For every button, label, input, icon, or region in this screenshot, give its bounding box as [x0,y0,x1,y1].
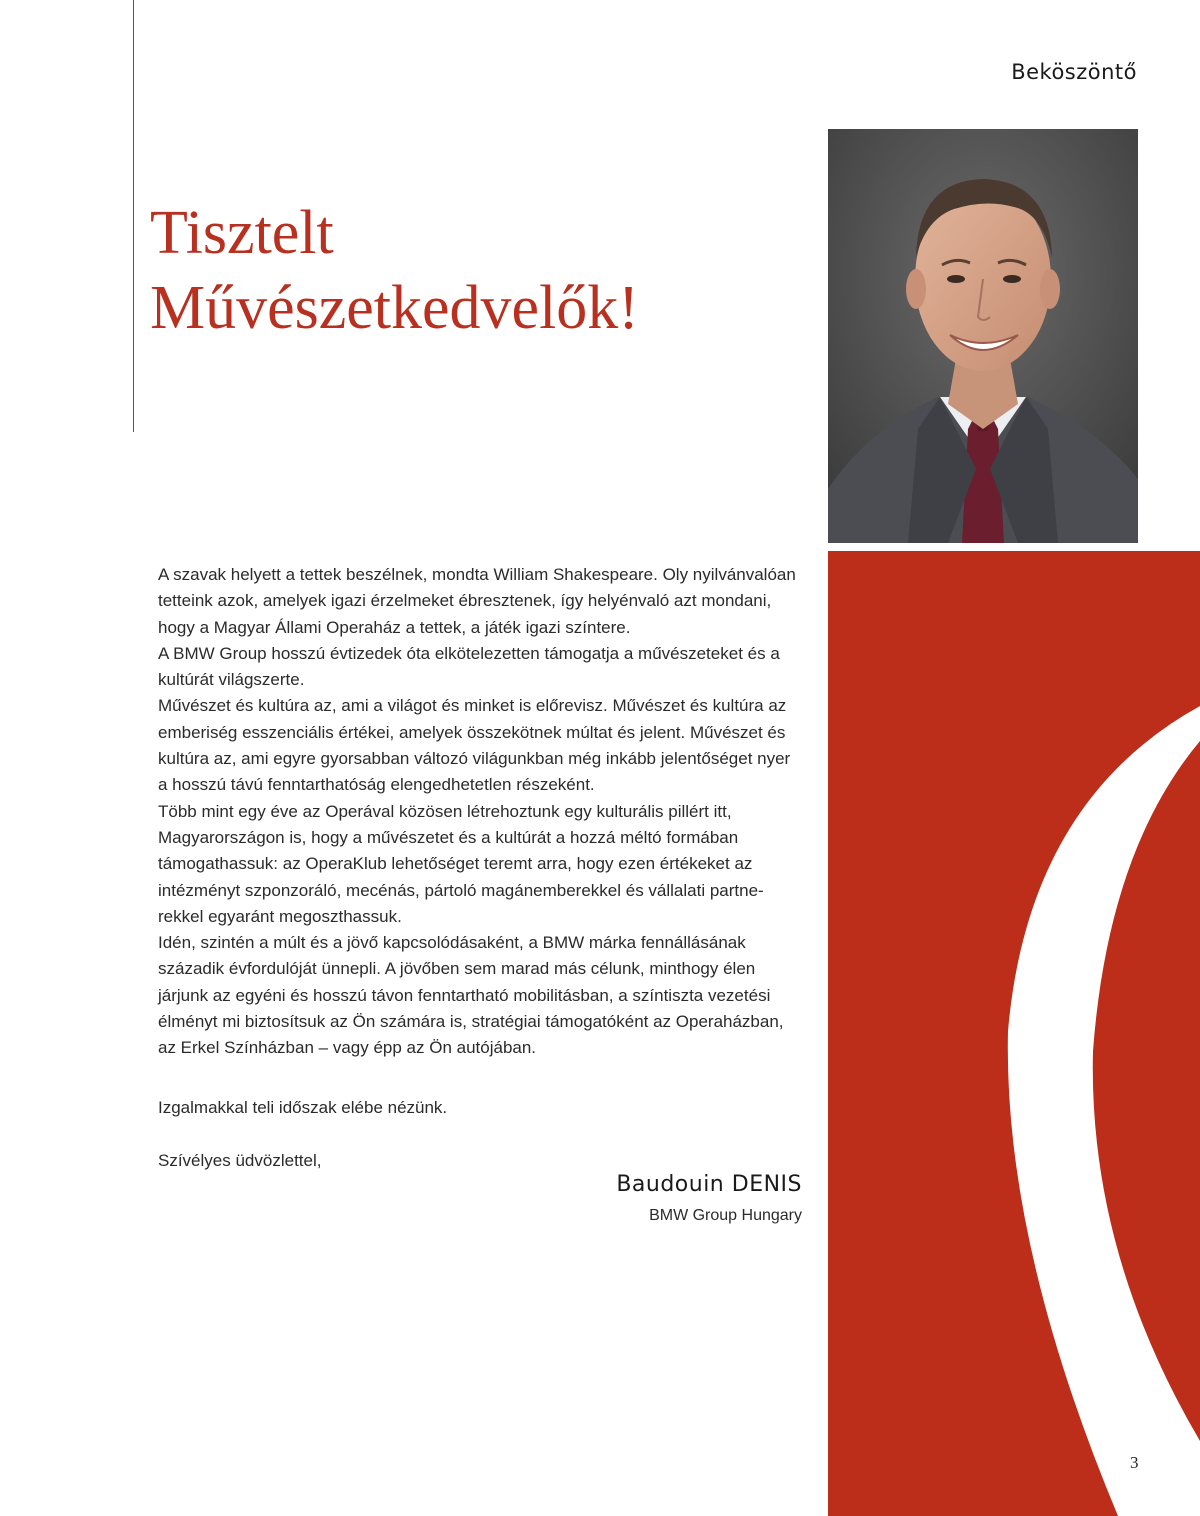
vertical-rule [133,0,134,432]
page-title-line-2: Művészetkedvelők! [150,274,639,342]
letter-paragraph-5: Idén, szintén a múlt és a jövő kapcsolódásaként, a BMW márka fennállásának századik évfordulóját ünnepli. A jövőben sem marad más célunk, minthogy élen járjunk az egyéni és hosszú távon fenntartható mobilitásban, a színtiszta vezetési élményt mi biztosítsuk az Ön számára is, stratégiai támogatóként az Operaházban, az Erkel Színházban – vagy épp az Ön autójában. [158,933,784,1058]
page-number: 3 [1130,1453,1139,1472]
page-title [150,196,639,346]
section-label: Beköszöntő [1011,60,1137,84]
signature-company: BMW Group Hungary [649,1207,802,1224]
letter-paragraph-4: Több mint egy éve az Operával közösen létrehoztunk egy kulturális pillért itt, Magyarországon is, hogy a művészetet és a kultúrát a hozzá méltó formában támogathassuk: az OperaKlub lehetőséget teremt arra, hogy ezen értékeket az intézményt szponzoráló, mecénás, pártoló magánemberekkel és vállalati partnerekkel egyaránt megoszthassuk. [158,801,764,926]
portrait-photo [828,129,1138,543]
letter-paragraph-1: A szavak helyett a tettek beszélnek, mondta William Shakespeare. Oly nyilvánvalóan tetteink azok, amelyek igazi érzelmeket ébresztenek, így helyénvaló azt mondani, hogy a Magyar Állami Operaház a tettek, a játék igazi színtere. [158,565,796,637]
greeting-line: Szívélyes üdvözlettel, [158,1151,322,1170]
closing-line: Izgalmakkal teli időszak elébe nézünk. [158,1098,448,1117]
letter-paragraph-3: Művészet és kultúra az, ami a világot és minket is előrevisz. Művészet és kultúra az emberiség esszenciális értékei, amelyek összekötnek múltat és jelent. Művészet és kultúra az, ami egyre gyorsabban változó világunkban még inkább jelentőséget nyer a hosszú távú fenntarthatóság elengedhetetlen részeként. [158,696,791,795]
red-decorative-panel [828,551,1200,1516]
signature-name: Baudouin DENIS [616,1172,802,1197]
letter-body [158,562,803,1062]
letter-paragraph-2: A BMW Group hosszú évtizedek óta elkötelezetten támogatja a művészeteket és a kultúrát világszerte. [158,643,780,690]
page-title-line-1: Tisztelt [150,199,334,267]
